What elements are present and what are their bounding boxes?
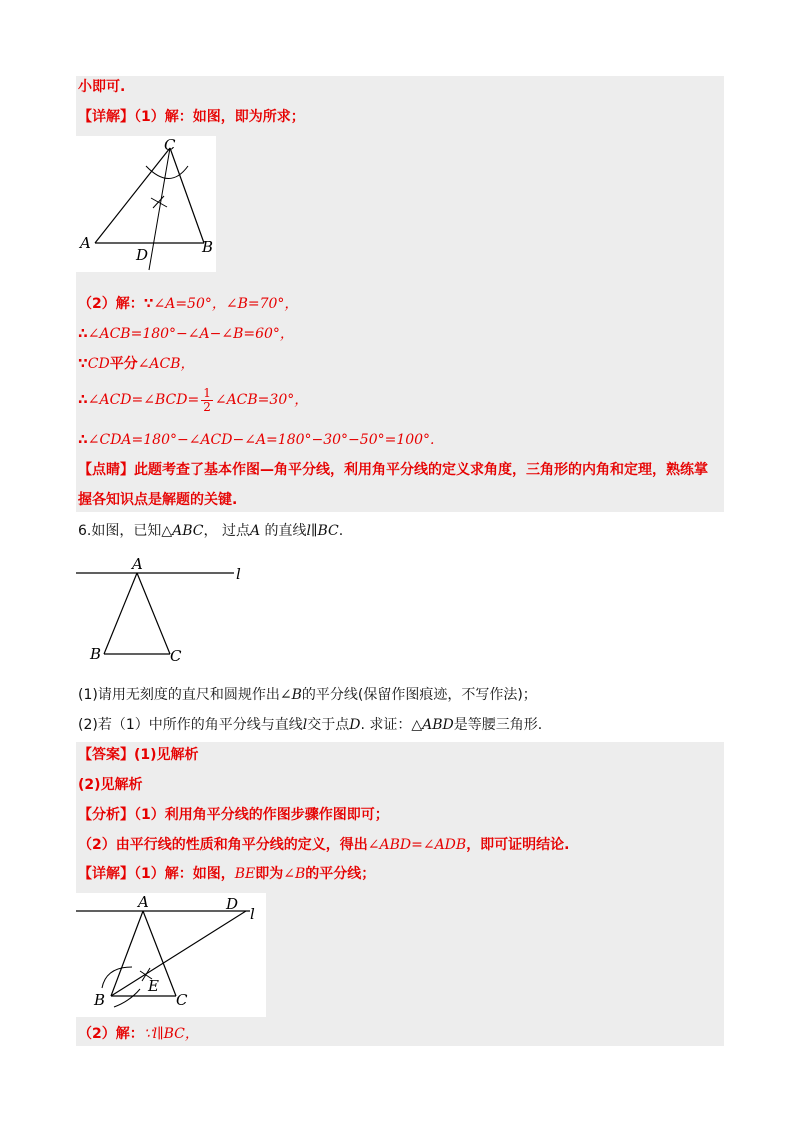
q6-stem-e: 的直线 <box>260 523 307 539</box>
question-6-part-2 <box>78 715 542 735</box>
q6-p2-c: 交于点 <box>307 717 350 733</box>
figure-2-triangle <box>76 555 256 667</box>
analysis-line-2 <box>78 835 570 855</box>
answer-tag: 【答案】 <box>78 747 134 763</box>
detail-2a: （1）解：如图， <box>134 866 235 882</box>
fraction-numerator: 1 <box>203 385 211 400</box>
fig3-label-b: B <box>94 991 106 1009</box>
q6-stem-c: ， 过点 <box>203 523 250 539</box>
detail-text: （1）解：如图，即为所求； <box>134 109 305 125</box>
fig1-label-d: D <box>136 246 149 264</box>
detail-line-1 <box>78 107 305 127</box>
step-4-fraction <box>201 387 213 414</box>
q6-p2-point: D <box>349 717 361 733</box>
detail-2e: 的平分线； <box>305 866 376 882</box>
step-4-math-a: ∠ACD=∠BCD= <box>87 392 200 408</box>
detail-2-be: BE <box>234 866 256 882</box>
q6-stem-g: . <box>338 523 344 539</box>
step-3-angle: ∠ACB， <box>137 356 195 372</box>
last-line-math: ∵l∥BC， <box>143 1026 199 1042</box>
answer-1: (1)见解析 <box>134 747 199 763</box>
q6-p2-a: (2)若（1）中所作的角平分线与直线 <box>78 717 303 733</box>
detail-2-angle: ∠B <box>283 866 306 882</box>
step-5 <box>78 430 435 450</box>
q6-parallel: l∥BC <box>306 523 339 539</box>
analysis-line-1 <box>78 805 389 825</box>
last-line <box>78 1024 199 1044</box>
fig1-label-c: C <box>164 136 176 154</box>
question-6-stem <box>78 521 343 541</box>
detail-tag-2: 【详解】 <box>78 866 134 882</box>
detail-tag: 【详解】 <box>78 109 134 125</box>
q6-p2-e: . 求证： <box>360 717 412 733</box>
detail-line-2 <box>78 864 375 884</box>
fig2-label-b: B <box>90 645 102 663</box>
fig3-label-c: C <box>176 991 188 1009</box>
fraction-denominator: 2 <box>203 399 211 414</box>
analysis-2a: （2）由平行线的性质和角平分线的定义，得出 <box>78 837 368 853</box>
q6-p2-g: 是等腰三角形. <box>453 717 543 733</box>
comment-line-2: 握各知识点是解题的关键. <box>78 492 238 508</box>
step-3-prefix: ∵ <box>78 356 88 372</box>
q6-p2-line: l <box>302 717 308 733</box>
fig2-label-c: C <box>170 647 182 665</box>
step-1-prefix: （2）解：∵ <box>78 296 154 312</box>
q6-p1-angle: ∠B <box>279 687 302 703</box>
analysis-tag: 【分析】 <box>78 807 134 823</box>
step-2-prefix: ∴ <box>78 326 88 342</box>
step-2 <box>78 324 294 344</box>
q6-p1-a: (1)请用无刻度的直尺和圆规作出 <box>78 687 280 703</box>
step-3-cd: CD <box>87 356 110 372</box>
analysis-2c: ，即可证明结论. <box>466 837 570 853</box>
step-4 <box>78 385 308 415</box>
step-1-math: ∠A=50°，∠B=70°， <box>153 296 299 312</box>
comment-line-1 <box>78 460 708 480</box>
fig3-label-d: D <box>226 895 239 913</box>
answer-line-2: (2)见解析 <box>78 777 143 793</box>
q6-triangle: △ABC <box>161 523 204 539</box>
step-2-math: ∠ACB=180°−∠A−∠B=60°， <box>87 326 294 342</box>
step-4-prefix: ∴ <box>78 392 88 408</box>
question-6-part-1 <box>78 685 537 705</box>
step-3-word: 平分 <box>109 356 138 372</box>
fig1-label-b: B <box>202 238 214 256</box>
fig2-label-a: A <box>132 555 143 573</box>
q6-p2-triangle: △ABD <box>411 717 454 733</box>
last-line-a: （2）解： <box>78 1026 144 1042</box>
detail-2c: 即为 <box>255 866 284 882</box>
step-5-math: ∠CDA=180°−∠ACD−∠A=180°−30°−50°=100°. <box>87 432 435 448</box>
q6-stem-a: 6.如图，已知 <box>78 523 162 539</box>
step-1 <box>78 294 298 314</box>
figure-1-triangle <box>76 136 216 272</box>
fig1-label-a: A <box>80 234 91 252</box>
analysis-2-math: ∠ABD=∠ADB <box>367 837 467 853</box>
q6-point-a: A <box>249 523 261 539</box>
answer-line-1 <box>78 745 199 765</box>
analysis-1: （1）利用角平分线的作图步骤作图即可； <box>134 807 389 823</box>
figure-3-bisector <box>76 893 266 1017</box>
comment-tag: 【点睛】 <box>78 462 134 478</box>
step-5-prefix: ∴ <box>78 432 88 448</box>
comment-text-1: 此题考查了基本作图—角平分线，利用角平分线的定义求角度，三角形的内角和定理，熟练掌 <box>134 462 708 478</box>
continuation-line: 小即可. <box>78 79 126 95</box>
fig3-label-a: A <box>138 893 149 911</box>
fig3-label-l: l <box>250 905 255 923</box>
step-3 <box>78 354 195 374</box>
step-4-math-b: ∠ACB=30°， <box>214 392 309 408</box>
fig3-label-e: E <box>148 977 159 995</box>
q6-p1-c: 的平分线(保留作图痕迹，不写作法)； <box>301 687 537 703</box>
fig2-label-l: l <box>236 565 241 583</box>
